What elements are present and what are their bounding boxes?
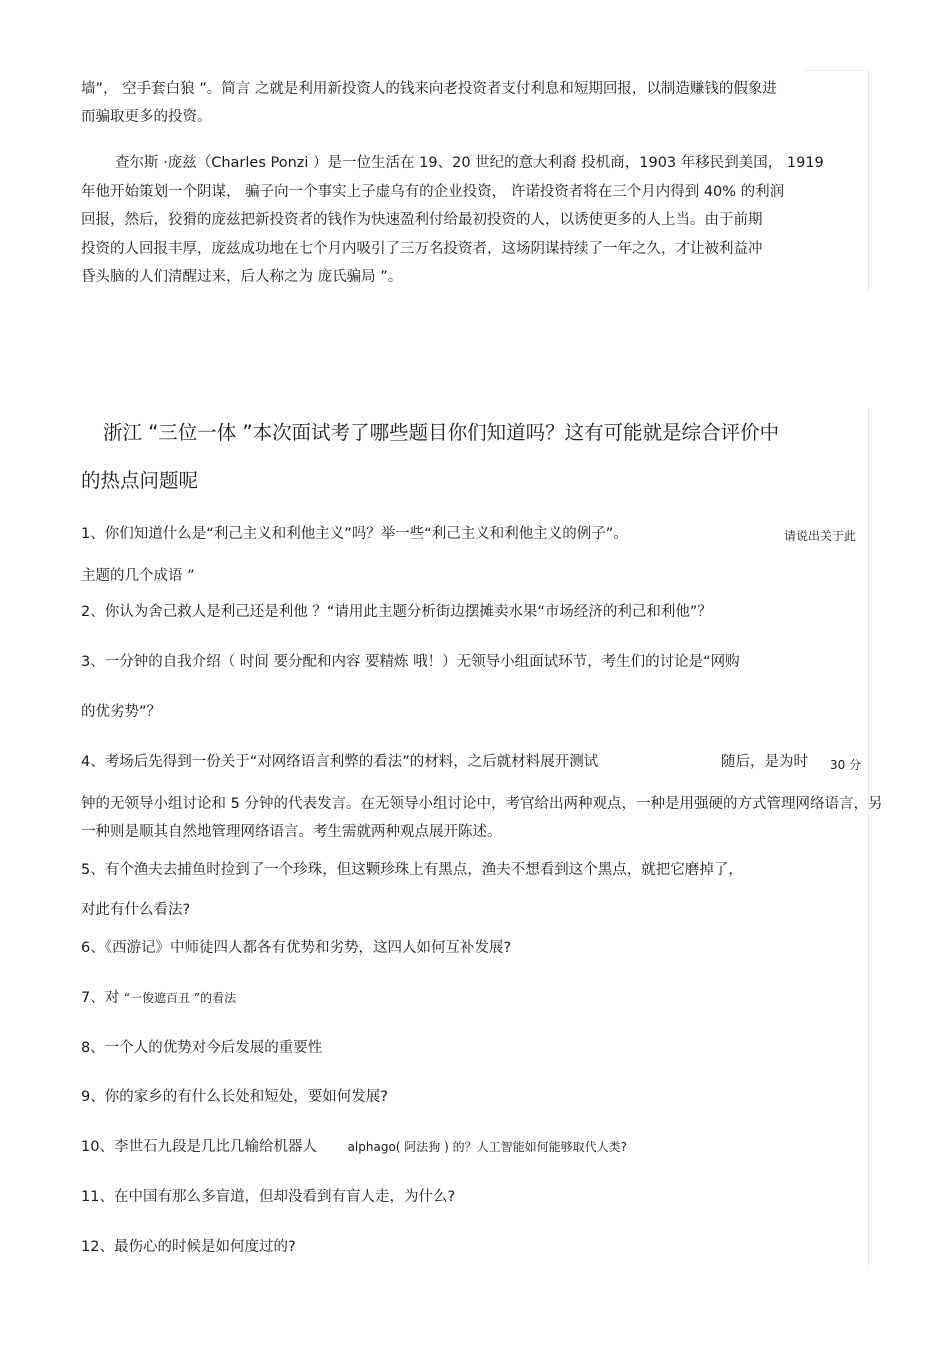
question-5-line1: 5、有个渔夫去捕鱼时捡到了一个珍珠，但这颗珍珠上有黑点，渔夫不想看到这个黑点，就把它磨掉了， — [81, 862, 743, 878]
question-1-side-note: 请说出关于此 — [784, 529, 857, 543]
question-12: 12、最伤心的时候是如何度过的? — [81, 1239, 296, 1255]
intro-p2-line4: 投资的人回报丰厚，庞兹成功地在七个月内吸引了三万名投资者，这场阴谋持续了一年之久，才让被利益冲 — [81, 241, 763, 257]
page-border-right-bottom — [868, 408, 869, 1268]
question-2: 2、你认为舍己救人是利己还是利他 ？“请用此主题分析街边摆摊卖水果“市场经济的利己和利他”？ — [81, 604, 712, 620]
page-border-right-top — [868, 70, 869, 290]
question-10-main: 10、李世石九段是几比几输给机器人 — [81, 1139, 317, 1155]
question-10-rest: alphago( 阿法狗 ) 的？人工智能如何能够取代人类? — [347, 1140, 627, 1154]
intro-p1-line2: 而骗取更多的投资。 — [81, 109, 212, 125]
intro-p2-line1: 查尔斯 ·庞兹（Charles Ponzi ）是一位生活在 19、20 世纪的意大利裔 投机商，1903 年移民到美国， 1919 — [115, 155, 824, 171]
question-4-side-number: 30 分 — [830, 758, 862, 772]
question-10 — [81, 1138, 627, 1156]
question-3-line1: 3、一分钟的自我介绍（ 时间 要分配和内容 要精炼 哦！）无领导小组面试环节，考生们的讨论是“网购 — [81, 654, 740, 670]
question-7-prefix: 7、对 — [81, 990, 120, 1006]
question-7-rest: “一俊遮百丑 ”的看法 — [123, 991, 237, 1005]
question-4: 4、考场后先得到一份关于“对网络语言利弊的看法”的材料，之后就材料展开测试 — [81, 754, 599, 770]
question-7 — [81, 989, 236, 1007]
article-title-line1: 浙江 “三位一体 ”本次面试考了哪些题目你们知道吗？这有可能就是综合评价中 — [103, 421, 780, 444]
question-4-continuation-1: 钟的无领导小组讨论和 5 分钟的代表发言。在无领导小组讨论中，考官给出两种观点，一种是用强硬的方式管理网络语言，另 — [81, 796, 883, 812]
question-9: 9、你的家乡的有什么长处和短处，要如何发展? — [81, 1089, 388, 1105]
intro-p2-line2: 年他开始策划一个阴谋， 骗子向一个事实上子虚乌有的企业投资， 许诺投资者将在三个月内得到 40% 的利润 — [81, 184, 785, 200]
question-1: 1、你们知道什么是“利己主义和利他主义”吗？举一些“利己主义和利他主义的例子”。 — [81, 526, 628, 542]
question-4-continuation-2: 一种则是顺其自然地管理网络语言。考生需就两种观点展开陈述。 — [81, 824, 502, 840]
question-3-line2: 的优劣势”？ — [81, 704, 162, 720]
question-8: 8、一个人的优势对今后发展的重要性 — [81, 1040, 323, 1056]
question-1-continuation: 主题的几个成语 ” — [81, 568, 195, 584]
question-6: 6、《西游记》中师徒四人都各有优势和劣势，这四人如何互补发展? — [81, 940, 512, 956]
question-4-side-note: 随后，是为时 — [721, 754, 808, 770]
question-11: 11、在中国有那么多盲道，但却没看到有盲人走，为什么? — [81, 1189, 456, 1205]
intro-p2-line5: 昏头脑的人们清醒过来，后人称之为 庞氏骗局 ”。 — [81, 269, 403, 285]
intro-p2-line3: 回报，然后，狡猾的庞兹把新投资者的钱作为快速盈利付给最初投资的人，以诱使更多的人上当。由于前期 — [81, 212, 763, 228]
article-title-line2: 的热点问题呢 — [81, 469, 199, 492]
intro-p1-line1: 墙”， 空手套白狼 ”。简言 之就是利用新投资人的钱来向老投资者支付利息和短期回报，以制造赚钱的假象进 — [81, 81, 777, 97]
page-border-top — [805, 70, 869, 71]
question-5-line2: 对此有什么看法? — [81, 902, 191, 918]
